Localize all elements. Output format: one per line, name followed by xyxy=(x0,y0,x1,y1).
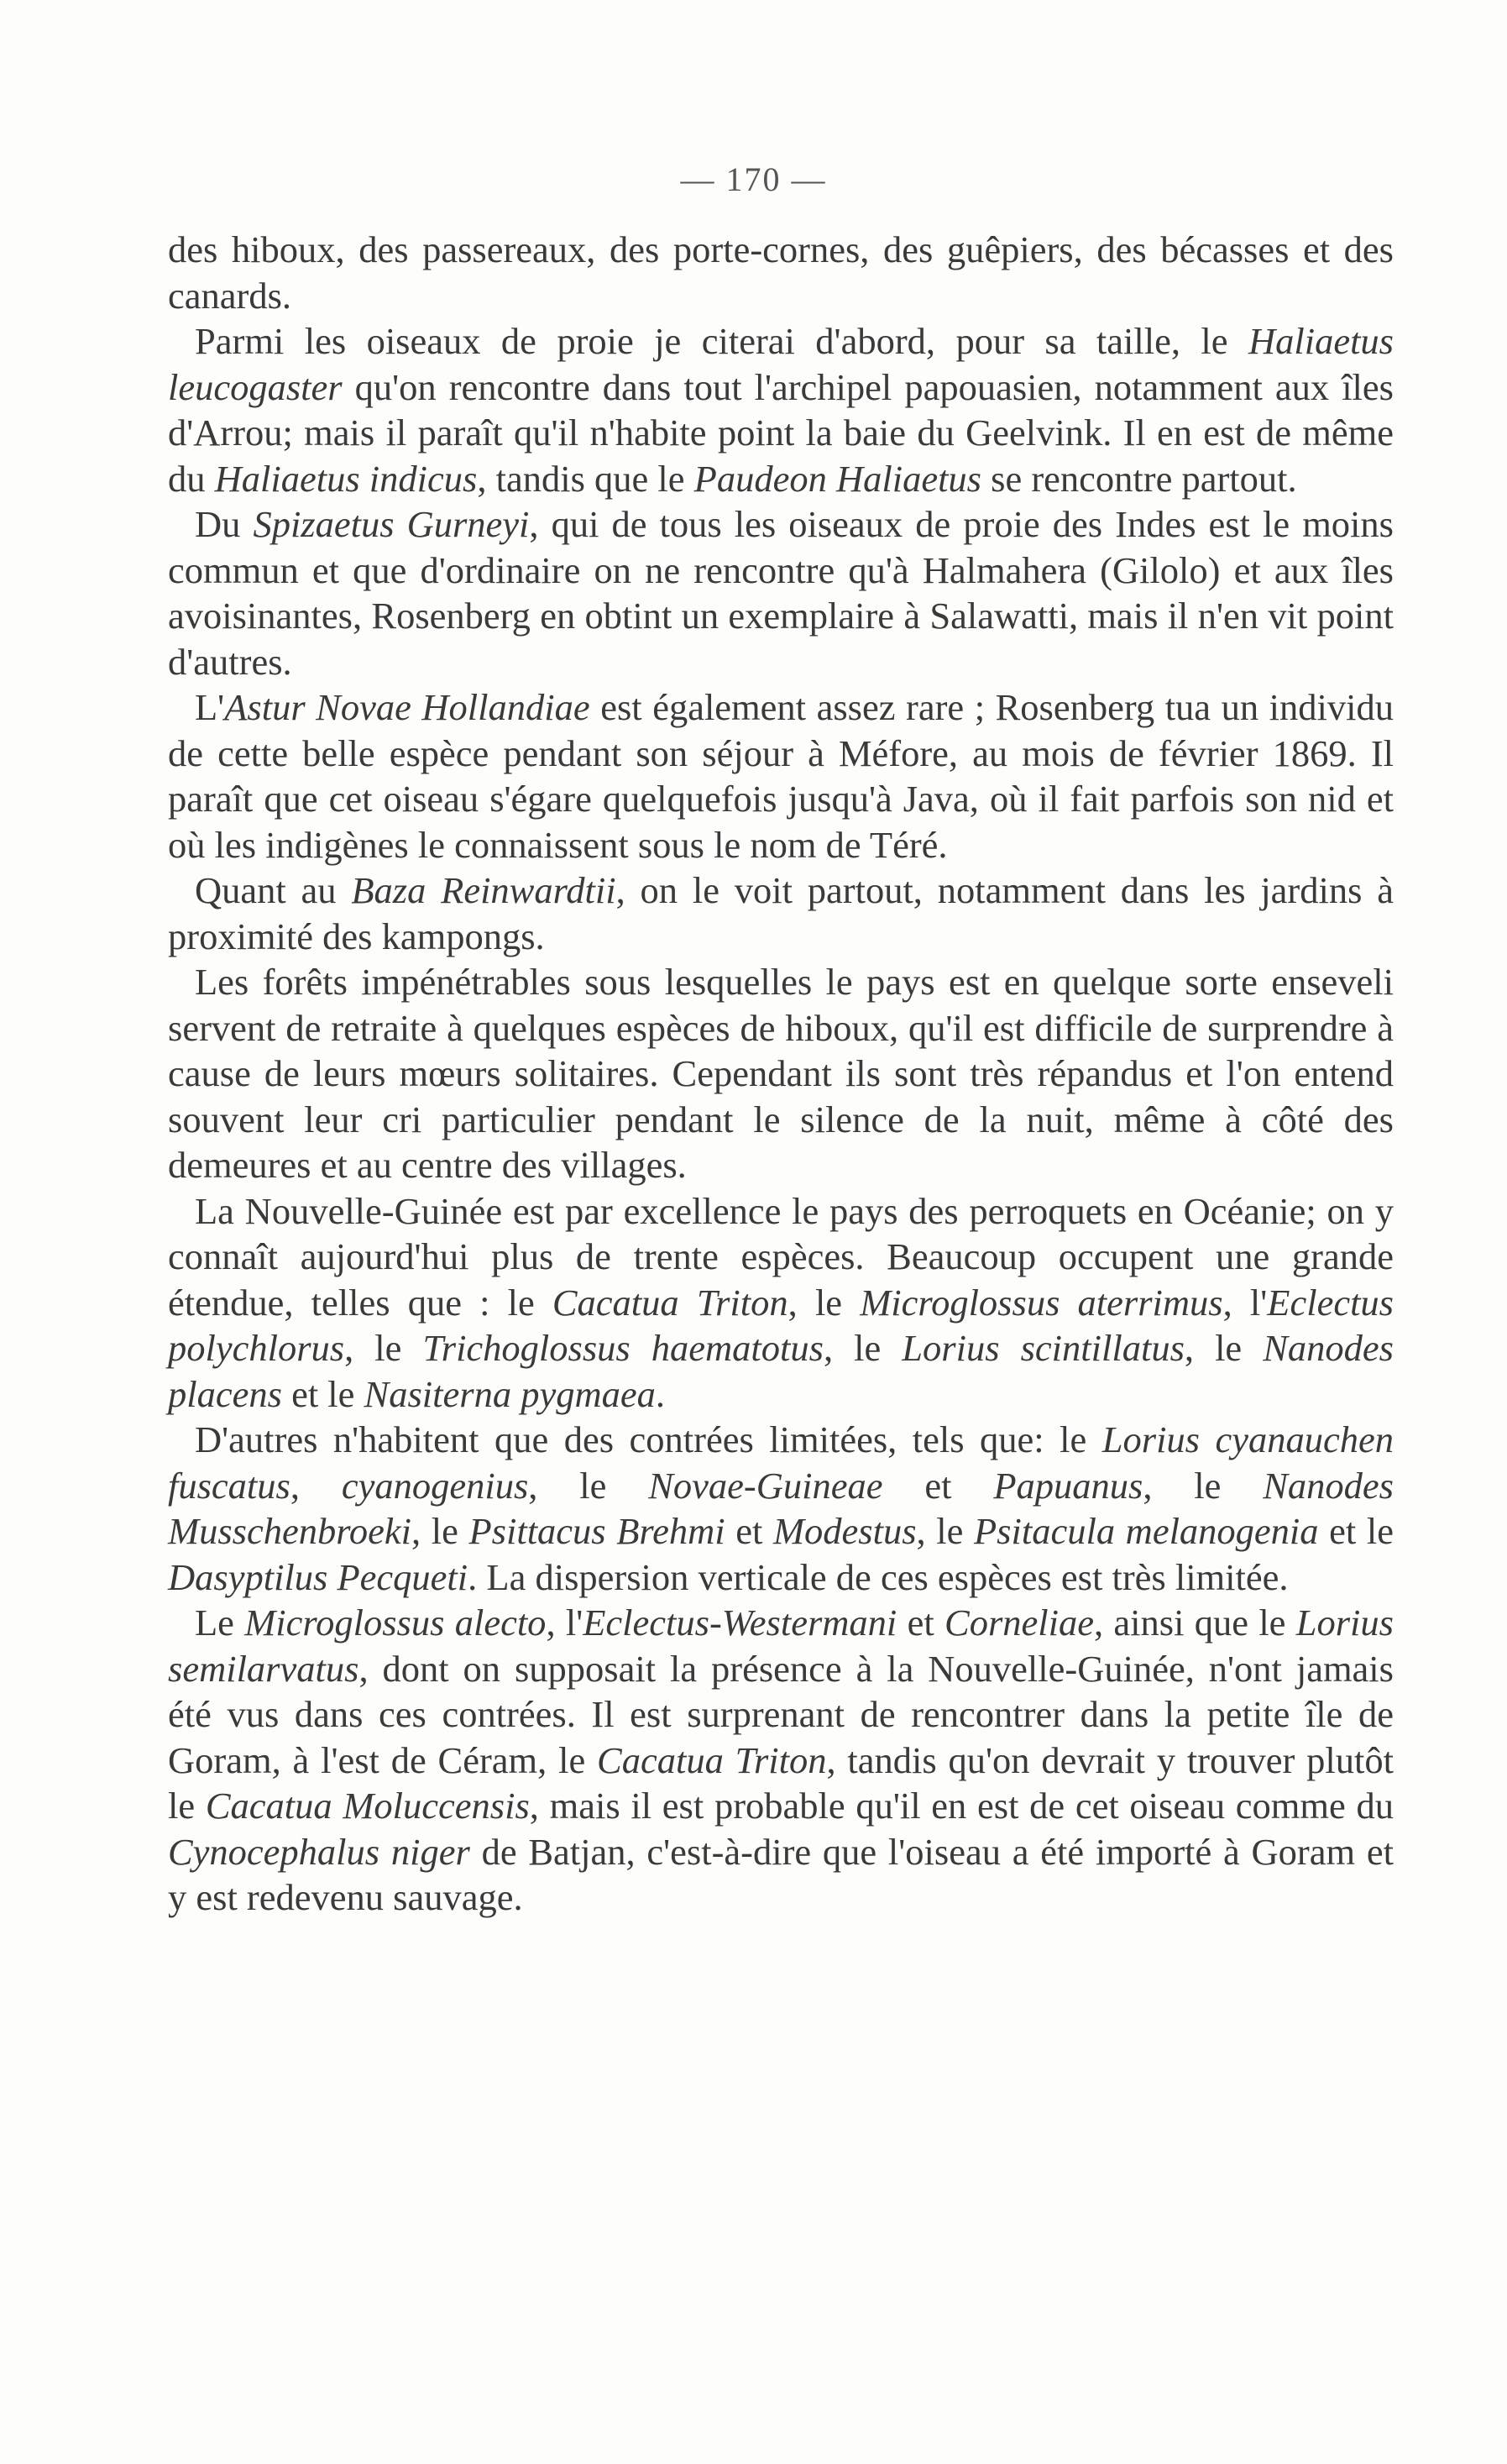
paragraph xyxy=(168,1600,1394,1921)
italic-species-name: cyanogenius xyxy=(341,1464,529,1507)
text-segment: de Batjan, c'est-à-dire que l'oiseau a été importé à Goram et y est redevenu sauvage. xyxy=(168,1830,1394,1918)
text-segment: Quant au xyxy=(195,869,352,911)
text-segment: , le xyxy=(344,1327,423,1369)
italic-species-name: Psitacula melanogenia xyxy=(973,1510,1319,1552)
text-segment: , le xyxy=(411,1510,469,1552)
italic-species-name: Corneliae xyxy=(944,1602,1094,1644)
italic-species-name: Haliaetus indicus xyxy=(214,457,478,500)
text-segment: , le xyxy=(823,1327,903,1369)
italic-species-name: Paudeon Haliaetus xyxy=(693,457,981,500)
italic-species-name: Nanodes placens xyxy=(168,1327,1394,1415)
text-segment: se rencontre partout. xyxy=(981,457,1297,500)
text-segment: et le xyxy=(281,1372,364,1415)
italic-species-name: Nasiterna pygmaea xyxy=(364,1372,656,1415)
text-segment: et xyxy=(725,1510,773,1552)
paragraph xyxy=(168,501,1394,684)
text-segment: et le xyxy=(1318,1510,1394,1552)
italic-species-name: Dasyptilus Pecqueti xyxy=(168,1555,468,1598)
text-segment: . xyxy=(655,1372,665,1415)
text-segment: Le xyxy=(195,1602,245,1644)
italic-species-name: Cacatua Triton xyxy=(552,1281,788,1324)
text-segment: , on le voit partout, notamment dans les jardins à proximité des kampongs. xyxy=(168,869,1394,957)
italic-species-name: Astur Novae Hollandiae xyxy=(224,686,590,728)
text-segment: et xyxy=(882,1464,994,1507)
text-segment: , le xyxy=(1184,1327,1264,1369)
italic-species-name: Trichoglossus haematotus xyxy=(422,1327,824,1369)
paragraph xyxy=(168,959,1394,1188)
italic-species-name: Modestus xyxy=(772,1510,917,1552)
text-segment: , tandis qu'on devrait y trouver plutôt le xyxy=(168,1738,1394,1827)
text-segment: , ainsi que le xyxy=(1094,1602,1296,1644)
text-segment: , qui de tous les oiseaux de proie des Indes est le moins commun et que d'ordinaire on ne rencontre qu'à Halmahera (Gilolo) et aux îles avoisinantes, Rosenberg en obtint un exemplaire à Salawatti, mais il n'en vit point d'autres. xyxy=(168,503,1394,683)
text-segment: des hiboux, des passereaux, des porte-cornes, des guêpiers, des bécasses et des canards. xyxy=(168,228,1394,317)
paragraph xyxy=(168,227,1394,318)
italic-species-name: Cynocephalus niger xyxy=(168,1830,470,1873)
text-segment: qu'on rencontre dans tout l'archipel papouasien, notamment aux îles d'Arrou; mais il paraît qu'il n'habite point la baie du Geelvink. Il en est de même du xyxy=(168,365,1394,500)
text-column xyxy=(168,227,1394,1921)
text-segment: Du xyxy=(195,503,254,545)
text-segment: , tandis que le xyxy=(477,457,694,500)
text-segment: et xyxy=(897,1602,945,1644)
italic-species-name: Microglossus alecto xyxy=(244,1602,547,1644)
italic-species-name: Lorius cyanauchen fuscatus xyxy=(168,1418,1394,1507)
paragraph xyxy=(168,318,1394,501)
text-segment: , le xyxy=(1143,1464,1264,1507)
text-segment: , l' xyxy=(1222,1281,1268,1324)
paragraph xyxy=(168,868,1394,959)
italic-species-name: Psittacus Brehmi xyxy=(468,1510,725,1552)
text-segment: , le xyxy=(916,1510,974,1552)
italic-species-name: Cacatua Triton xyxy=(597,1738,827,1781)
paragraph xyxy=(168,1417,1394,1600)
text-segment: L' xyxy=(195,686,225,728)
text-segment: , le xyxy=(788,1281,861,1324)
paragraph xyxy=(168,684,1394,868)
text-segment: , mais il est probable qu'il en est de cet oiseau comme du xyxy=(529,1785,1394,1827)
italic-species-name: Novae-Guineae xyxy=(648,1464,883,1507)
italic-species-name: Lorius scintillatus xyxy=(902,1327,1185,1369)
italic-species-name: Lorius semilarvatus xyxy=(168,1602,1394,1690)
italic-species-name: Eclectus-Westermani xyxy=(583,1602,897,1644)
text-segment: D'autres n'habitent que des contrées limitées, tels que: le xyxy=(195,1418,1102,1460)
text-segment: La Nouvelle-Guinée est par excellence le pays des perroquets en Océanie; on y connaît aujourd'hui plus de trente espèces. Beaucoup occupent une grande étendue, telles que : le xyxy=(168,1189,1394,1324)
italic-species-name: Cacatua Moluccensis xyxy=(205,1785,530,1827)
text-segment: , l' xyxy=(546,1602,583,1644)
italic-species-name: Papuanus xyxy=(993,1464,1143,1507)
text-segment: . La dispersion verticale de ces espèces est très limitée. xyxy=(468,1555,1289,1598)
text-segment: Parmi les oiseaux de proie je citerai d'abord, pour sa taille, le xyxy=(195,320,1248,362)
text-segment: , dont on supposait la présence à la Nouvelle-Guinée, n'ont jamais été vus dans ces contrées. Il est surprenant de rencontrer dans la petite île de Goram, à l'est de Céram, le xyxy=(168,1647,1394,1781)
italic-species-name: Spizaetus Gurneyi xyxy=(253,503,530,545)
italic-species-name: Eclectus polychlorus xyxy=(168,1281,1394,1369)
page-number: — 170 — xyxy=(680,160,827,198)
italic-species-name: Haliaetus leucogaster xyxy=(168,320,1394,408)
text-segment: est également assez rare ; Rosenberg tua un individu de cette belle espèce pendant son séjour à Méfore, au mois de février 1869. Il paraît que cet oiseau s'égare quelquefois jusqu'à Java, où il fait parfois son nid et où les indigènes le connaissent sous le nom de Téré. xyxy=(168,686,1394,866)
italic-species-name: Microglossus aterrimus xyxy=(860,1281,1223,1324)
text-segment: , le xyxy=(528,1464,649,1507)
italic-species-name: Baza Reinwardtii xyxy=(351,869,616,911)
text-segment: , xyxy=(290,1464,342,1507)
italic-species-name: Nanodes Musschenbroeki xyxy=(168,1464,1394,1552)
paragraph xyxy=(168,1188,1394,1418)
text-segment: Les forêts impénétrables sous lesquelles le pays est en quelque sorte enseveli servent de retraite à quelques espèces de hiboux, qu'il est difficile de surprendre à cause de leurs mœurs solitaires. Cependant ils sont très répandus et l'on entend souvent leur cri particulier pendant le silence de la nuit, même à côté des demeures et au centre des villages. xyxy=(168,961,1394,1186)
